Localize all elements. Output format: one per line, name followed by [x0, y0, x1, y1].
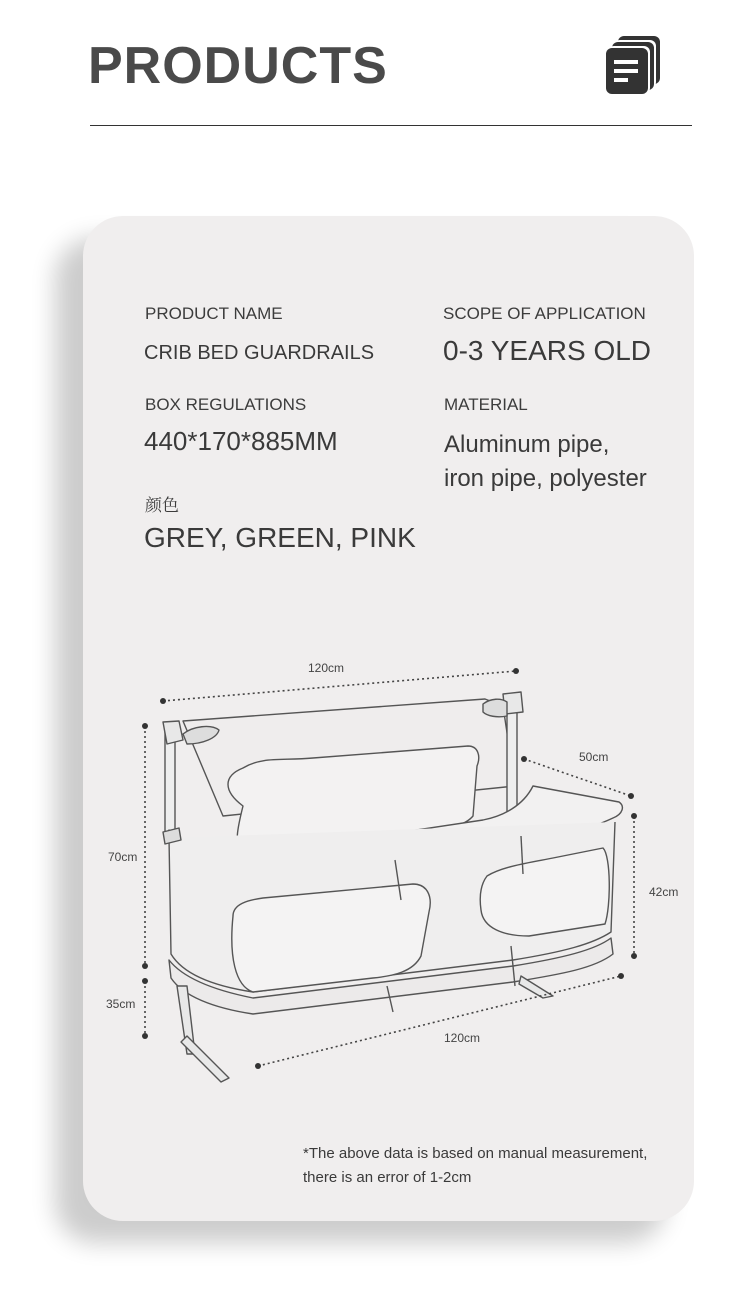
- color-value: GREY, GREEN, PINK: [144, 522, 416, 553]
- depth-label: 50cm: [579, 750, 609, 764]
- product-name-value: CRIB BED GUARDRAILS: [144, 342, 375, 364]
- scope-label: SCOPE OF APPLICATION: [443, 304, 646, 323]
- material-value-line2: iron pipe, polyester: [444, 465, 647, 492]
- page-title: PRODUCTS: [88, 37, 388, 95]
- material-value-line1: Aluminum pipe,: [444, 431, 610, 458]
- note-line-2: there is an error of 1-2cm: [303, 1169, 472, 1186]
- height-label: 70cm: [108, 850, 138, 864]
- box-regulations-value: 440*170*885MM: [144, 426, 338, 456]
- scope-value: 0-3 YEARS OLD: [443, 335, 652, 366]
- product-name-label: PRODUCT NAME: [145, 304, 283, 323]
- header-divider: [90, 125, 692, 126]
- side-height-label: 42cm: [649, 885, 679, 899]
- document-list-icon[interactable]: [604, 36, 662, 96]
- bottom-width-label: 120cm: [444, 1031, 481, 1045]
- guardrail-illustration: [163, 692, 622, 1082]
- color-label: 颜色: [145, 496, 179, 515]
- product-spec-card: [83, 216, 694, 1221]
- note-line-1: *The above data is based on manual measurement,: [303, 1145, 648, 1162]
- material-label: MATERIAL: [444, 395, 528, 414]
- top-width-label: 120cm: [308, 661, 345, 675]
- leg-height-label: 35cm: [106, 997, 136, 1011]
- box-regulations-label: BOX REGULATIONS: [145, 395, 307, 414]
- header: [0, 0, 750, 130]
- measurement-note: [303, 1142, 683, 1190]
- guardrail-dimension-diagram: [83, 216, 694, 1221]
